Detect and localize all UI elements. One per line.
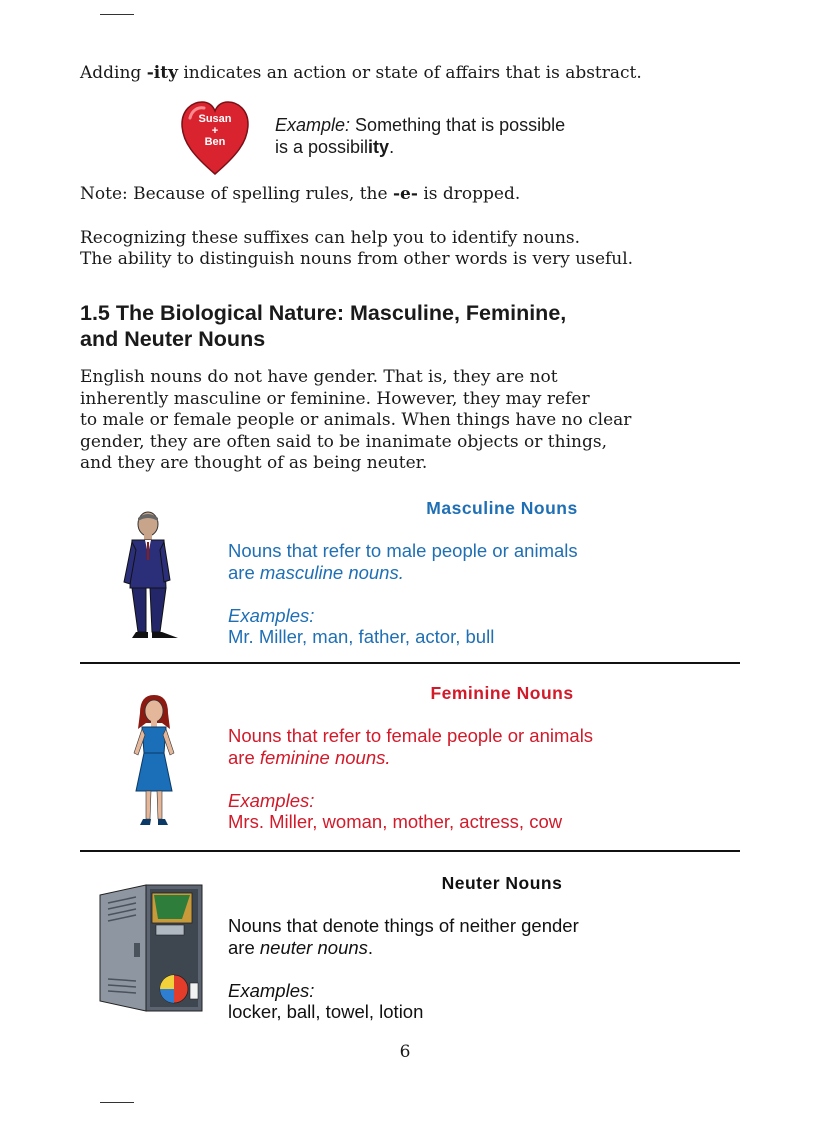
feminine-examples-label: Examples: [228,789,315,811]
crop-mark-bottom [100,1102,134,1103]
neuter-line-2-em: neuter nouns [259,936,368,958]
feminine-description [228,725,593,833]
ity-paragraph [80,63,642,84]
example-text-2-bold: ity [368,137,390,157]
masculine-line-2-pre: are [228,561,260,583]
feminine-title: Feminine Nouns [430,683,574,703]
neuter-line-2-post: . [367,936,374,958]
section-heading [80,300,566,352]
neuter-examples-label: Examples: [228,979,315,1001]
masculine-examples: Mr. Miller, man, father, actor, bull [228,626,495,647]
masculine-examples-label: Examples: [228,604,315,626]
ity-suffix: -ity [146,63,178,83]
section-body [80,367,631,475]
heart-image [180,100,250,176]
neuter-title: Neuter Nouns [441,873,563,893]
recognizing-paragraph [80,228,633,270]
note-pre: Note: Because of spelling rules, the [80,184,393,204]
section-heading-line-1: 1.5 The Biological Nature: Masculine, Feminine, [80,301,567,325]
divider [80,850,740,852]
example-line-1 [275,114,565,136]
divider [80,662,740,664]
ity-prefix-text: Adding [80,63,147,83]
masculine-description [228,540,578,648]
example-text-1: Something that is possible [350,115,566,135]
neuter-examples: locker, ball, towel, lotion [228,1001,424,1022]
example-line-2 [275,136,565,158]
neuter-description [228,915,579,1023]
woman-illustration [128,695,180,827]
man-icon [118,510,184,640]
example-label: Example: [275,115,351,135]
neuter-line-1: Nouns that denote things of neither gender [228,915,579,936]
example-text-2-pre: is a possibil [275,137,369,157]
body-line: gender, they are often said to be inanimate objects or things, [80,431,607,452]
note-post: is dropped. [417,184,521,204]
ity-rest-text: indicates an action or state of affairs that is abstract. [177,63,642,83]
masculine-title: Masculine Nouns [426,498,578,518]
feminine-line-1: Nouns that refer to female people or animals [228,725,594,746]
crop-mark-top [100,14,134,15]
feminine-line-2-pre: are [228,746,260,768]
locker-icon [96,883,204,1013]
heart-name-1: Susan [198,113,232,125]
heart-name-2: Ben [204,136,226,148]
body-line: English nouns do not have gender. That is, they are not [80,367,558,387]
note-paragraph [80,184,520,205]
section-heading-line-2: and Neuter Nouns [80,327,266,351]
body-line: to male or female people or animals. When things have no clear [80,410,632,430]
feminine-line-2-em: feminine nouns. [259,746,391,768]
body-line: and they are thought of as being neuter. [80,453,428,473]
feminine-line-2 [228,747,593,769]
recognizing-line-1: Recognizing these suffixes can help you to identify nouns. [80,228,581,248]
body-line: inherently masculine or feminine. However, they may refer [80,388,590,409]
neuter-line-2-pre: are [228,936,260,958]
woman-icon [128,695,180,827]
man-illustration [118,510,184,640]
feminine-examples: Mrs. Miller, woman, mother, actress, cow [228,811,563,832]
locker-illustration [96,883,204,1013]
page-number: 6 [399,1042,411,1062]
recognizing-line-2: The ability to distinguish nouns from other words is very useful. [80,249,634,269]
note-bold: -e- [392,184,418,204]
masculine-line-2-em: masculine nouns. [259,561,404,583]
heart-plus: + [211,124,219,137]
masculine-line-2 [228,562,578,584]
example-text-2-post: . [389,137,395,157]
masculine-line-1: Nouns that refer to male people or animals [228,540,578,561]
neuter-line-2 [228,937,579,959]
example-block [275,114,565,158]
